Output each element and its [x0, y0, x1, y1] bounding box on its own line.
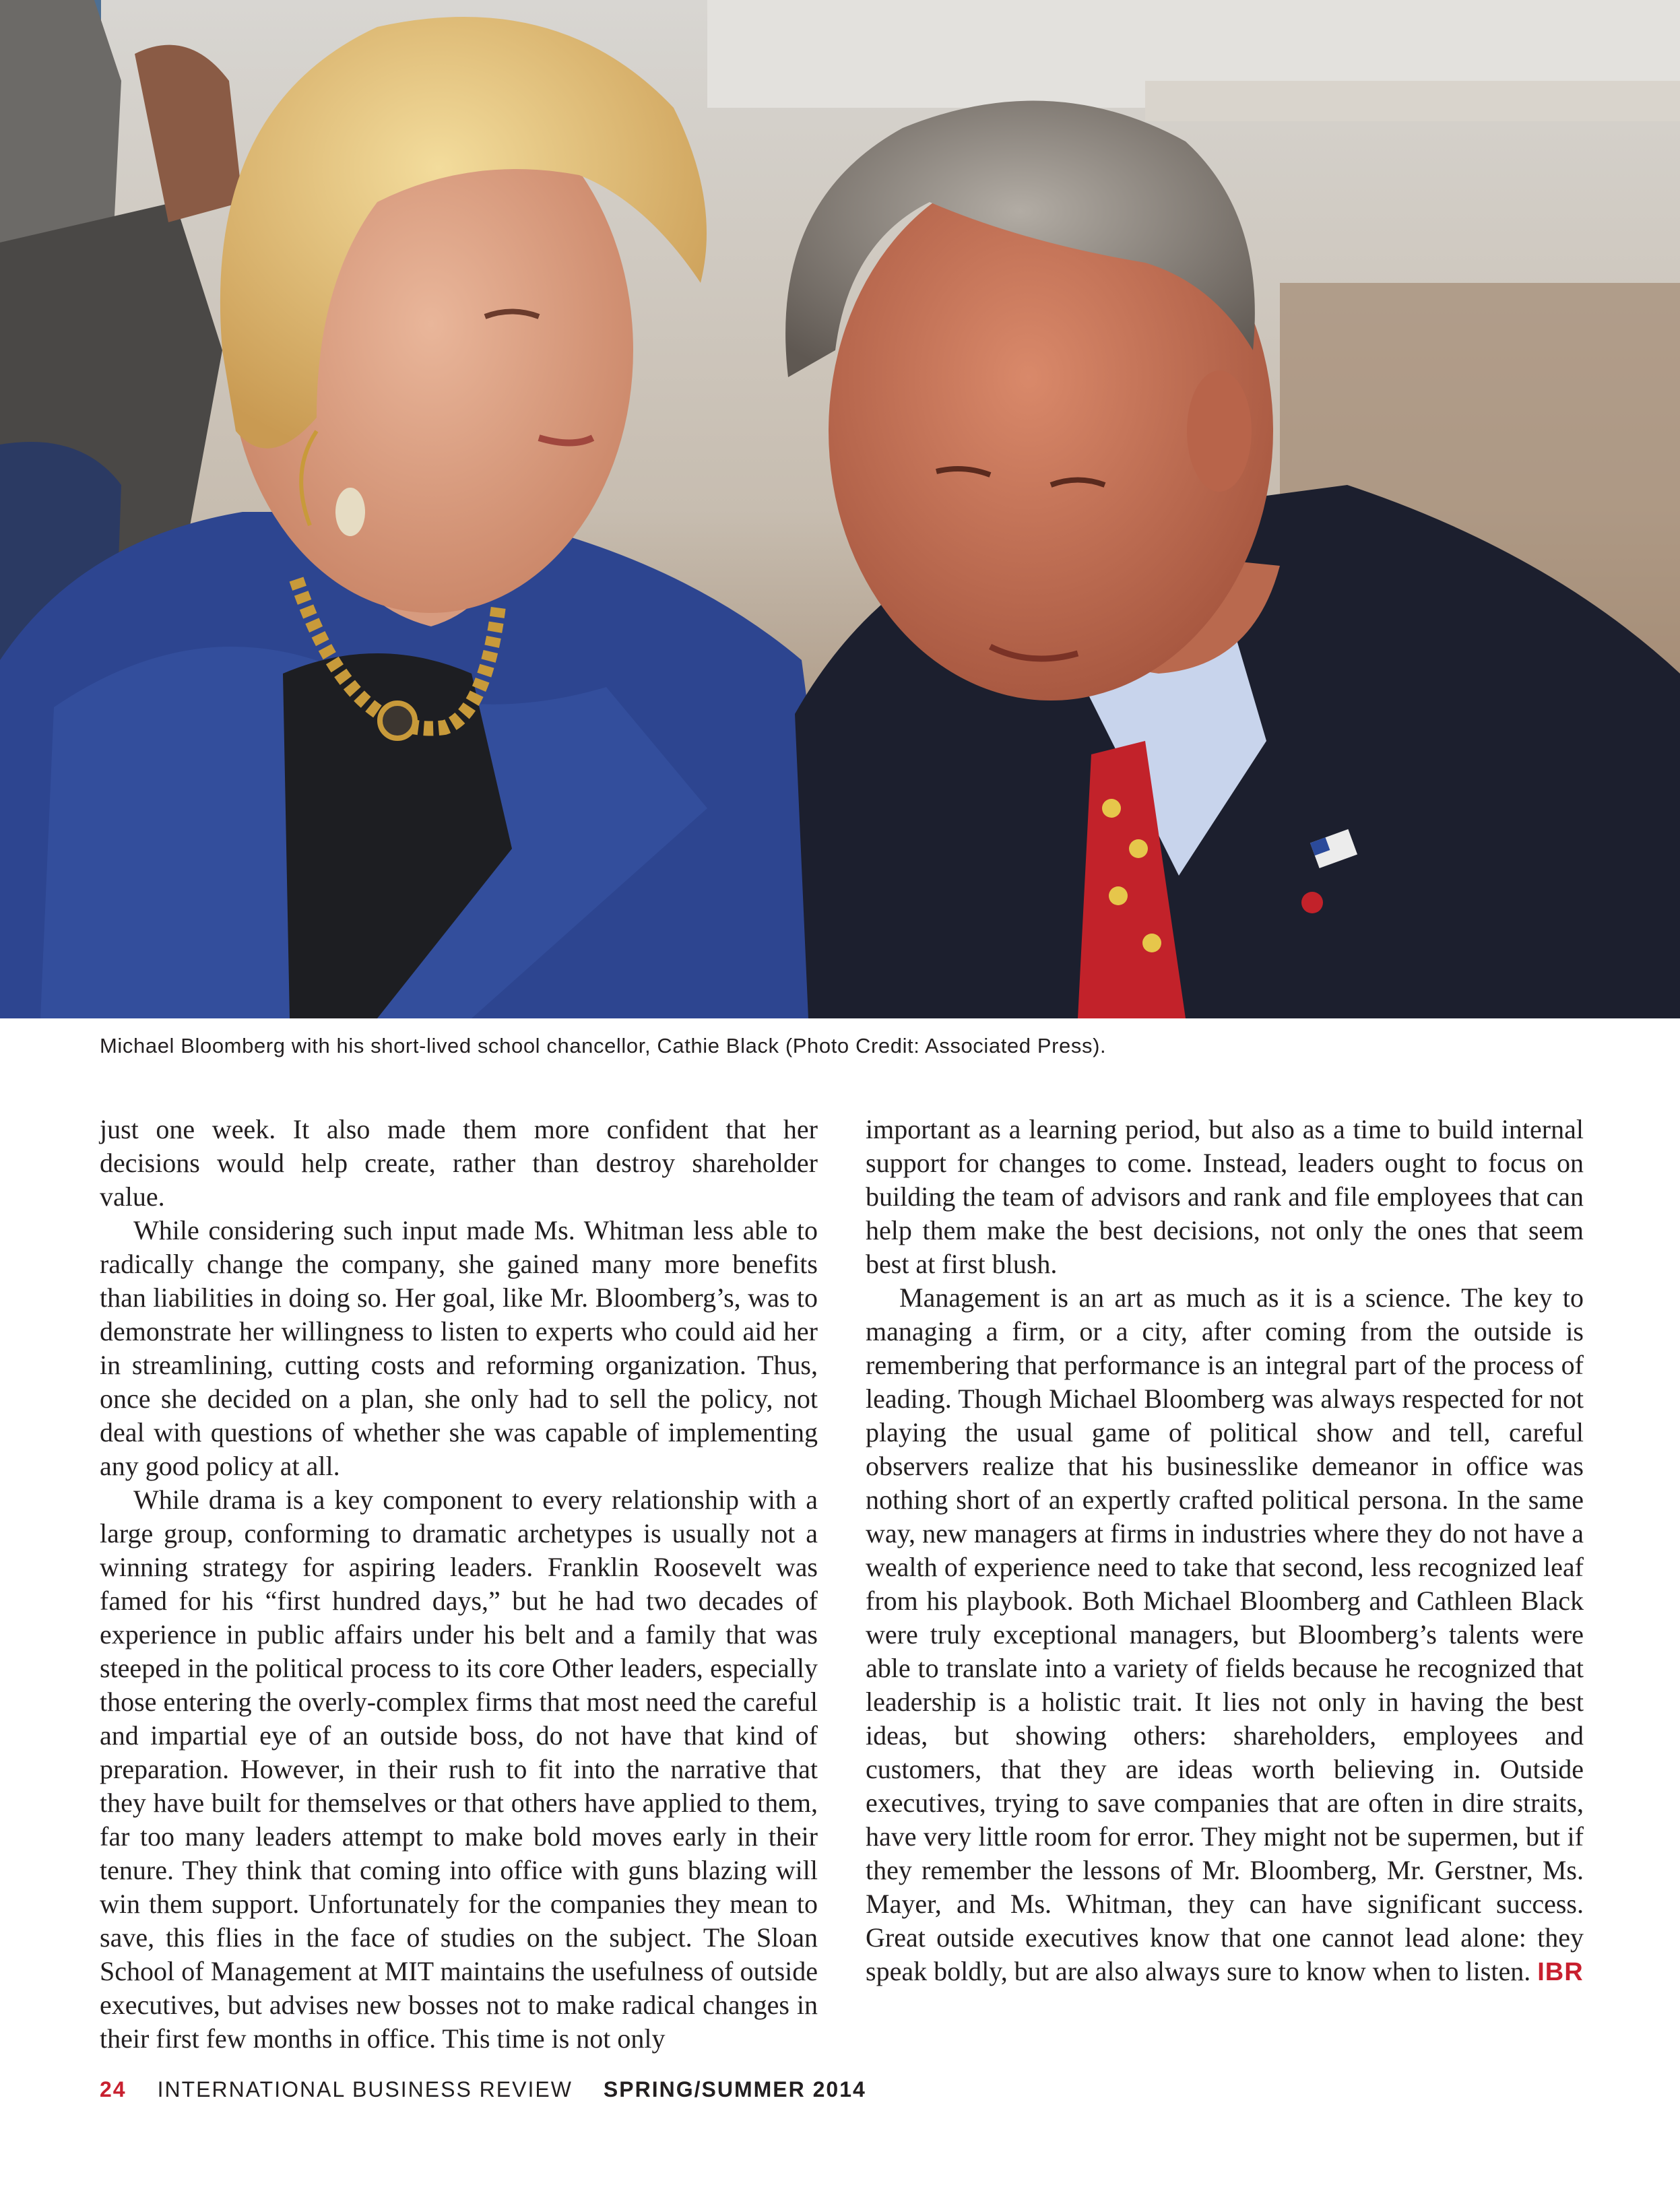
photo-caption: Michael Bloomberg with his short-lived school chancellor, Cathie Black (Photo Credit: Associated Press).	[100, 1034, 1107, 1057]
paragraph: While drama is a key component to every relationship with a large group, conforming to dramatic archetypes is usually not a winning strategy for aspiring leaders. Franklin Roosevelt was famed for his “first hundred days,” but he had two decades of experience in public affairs under his belt and a family that was steeped in the political process to its core Other leaders, especially those entering the overly-complex firms that most need the careful and impartial eye of an outside boss, do not have that kind of preparation. However, in their rush to fit into the narrative that they have built for themselves or that others have applied to them, far too many leaders attempt to make bold moves early in their tenure. They think that coming into office with guns blazing will win them support. Unfortunately for the companies they mean to save, this flies in the face of studies on the subject. The Sloan School of Management at MIT maintains the usefulness of outside executives, but advises new bosses not to make radical changes in their first few months in office. This time is not only	[100, 1485, 818, 2054]
article-column-left	[100, 1113, 818, 2056]
paragraph: While considering such input made Ms. Whitman less able to radically change the company, she gained many more benefits than liabilities in doing so. Her goal, like Mr. Bloomberg’s, was to demonstrate her willingness to listen to experts who could aid her in streamlining, cutting costs and reforming organization. Thus, once she decided on a plan, she only had to sell the policy, not deal with questions of whether she was capable of implementing any good policy at all.	[100, 1215, 818, 1481]
end-mark: IBR	[1537, 1958, 1584, 1986]
article-column-right	[866, 1113, 1584, 1989]
page-number: 24	[100, 2077, 127, 2101]
paragraph-last	[866, 1281, 1584, 1989]
page-footer	[100, 2077, 866, 2107]
paragraph: important as a learning period, but also as a time to build internal support for changes to come. Instead, leaders ought to focus on building the team of advisors and rank and file employees that can help them make the best decisions, not only the ones that seem best at first blush.	[866, 1114, 1584, 1279]
publication-name: INTERNATIONAL BUSINESS REVIEW	[157, 2077, 573, 2101]
paragraph: just one week. It also made them more confident that her decisions would help create, rather than destroy shareholder value.	[100, 1114, 818, 1212]
paragraph-text: Management is an art as much as it is a science. The key to managing a firm, or a city, after coming from the outside is remembering that performance is an integral part of the process of leading. Though Michael Bloomberg was always respected for not playing the usual game of political show and tell, careful observers realize that his businesslike demeanor in office was nothing short of an expertly crafted political persona. In the same way, new managers at firms in industries where they do not have a wealth of experience need to take that second, less recognized leaf from his playbook. Both Michael Bloomberg and Cathleen Black were truly exceptional managers, but Bloomberg’s talents were able to translate into a variety of fields because he recognized that leadership is a holistic trait. It lies not only in having the best ideas, but showing others: shareholders, employees and customers, that they are ideas worth believing in. Outside executives, trying to save companies that are often in dire straits, have very little room for error. They might not be supermen, but if they remember the lessons of Mr. Bloomberg, Mr. Gerstner, Ms. Mayer, and Ms. Whitman, they can have significant success. Great outside executives know that one cannot lead alone: they speak boldly, but are also always sure to know when to listen.	[866, 1282, 1584, 1986]
article-photo	[0, 0, 1680, 1018]
issue-label: SPRING/SUMMER 2014	[603, 2077, 866, 2101]
